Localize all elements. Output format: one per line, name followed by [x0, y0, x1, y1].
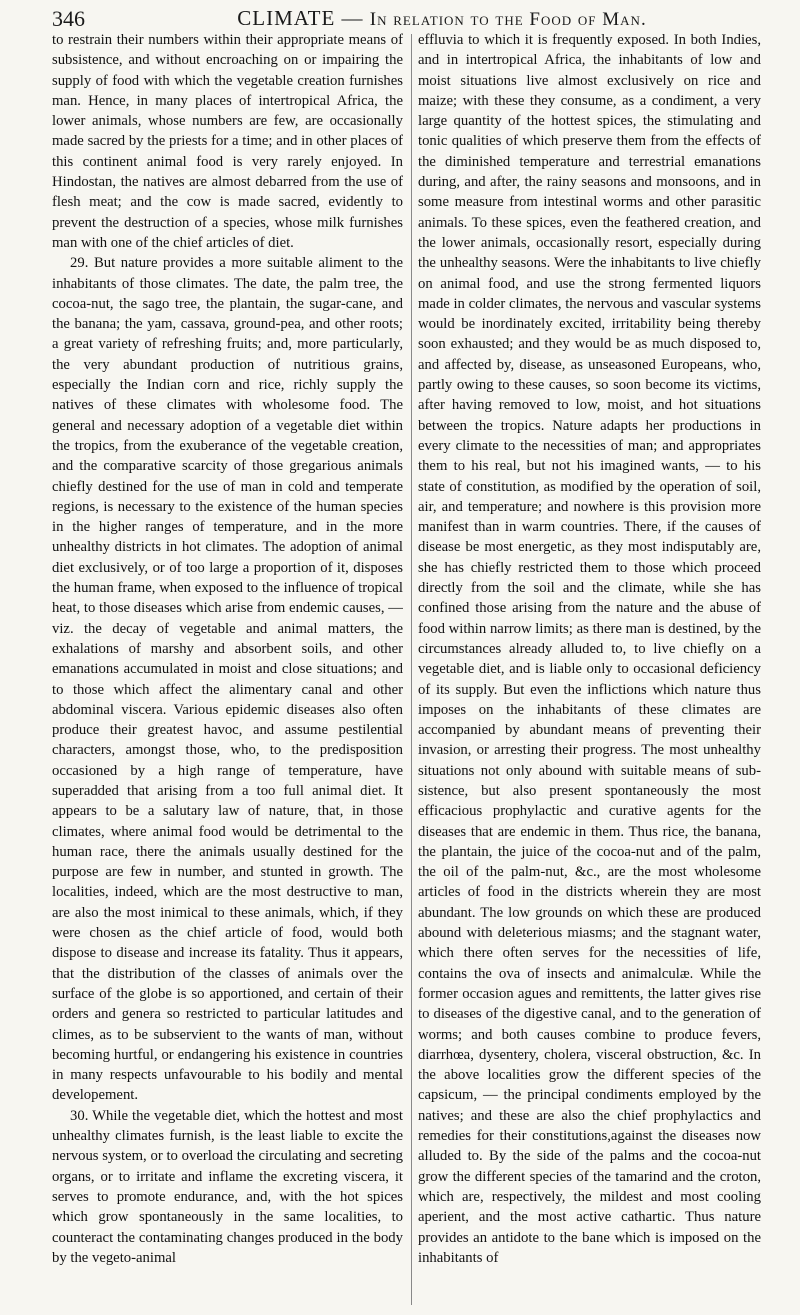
running-head	[124, 6, 760, 31]
running-head-subtitle: In relation to the Food of Man.	[369, 9, 647, 30]
left-column	[52, 30, 403, 1305]
paragraph: to restrain their numbers within their appropriate means of subsistence, and without encroaching on or impairing the supply of food with which the vegetable creation furnishes man. Hence, in many places of intertropical Africa, the lower animals, whose numbers are few, are occasionally made sacred by the priests for a time; and in other places of this continent animal food is very rarely enjoyed. In Hindostan, the natives are almost debarred from the use of flesh meat; and the cow is made sacred, evidently to prevent the destruction of a species, whose milk furnishes man with one of the chief articles of diet.	[52, 32, 403, 251]
running-head-main: CLIMATE —	[237, 6, 370, 30]
page-number: 346	[52, 6, 85, 31]
paragraph: 29. But nature provides a more suitable aliment to the inhabitants of those climates. The date, the palm tree, the cocoa-nut, the sago tree, the plantain, the sugar-cane, and the banana; the yam, cassava, ground-pea, and other roots; a great variety of refreshing fruits; and, more particularly, the very abundant production of nutritious grains, especially the Indian corn and rice, richly supply the natives of these climates with wholesome food. The general and necessary adoption of a vegetable diet within the tropics, from the exuberance of the vegetable creation, and the comparative scarcity of those gregarious animals chiefly destined for the use of man in cold and temperate regions, is necessary to the existence of the human species in the higher ranges of temperature, and in the more unhealthy districts in hot climates. The adoption of animal diet exclusively, or of too large a proportion of it, disposes the human frame, when exposed to the influence of tropical heat, to those diseases which arise from endemic causes, — viz. the decay of vegetable and animal matters, the exhalations of marshy and absorbent soils, and other emanations accumulated in moist and close situations; and to those which affect the alimentary canal and other abdominal viscera. Various epidemic diseases also often produce their greatest havoc, and assume pestilential characters, amongst those, who, to the predisposition occasioned by a high range of temperature, have superadded that arising from a too full animal diet. It appears to be a salutary law of nature, that, in those climates, where animal food would be detrimental to the human race, there the animals usually destined for the purpose are few in number, and stunted in growth. The localities, indeed, which are the most destructive to man, are also the most inimical to these animals, which, if they were chosen as the chief article of food, would both dispose to disease and increase its fatality. Thus it appears, that the distribution of the classes of animals over the surface of the globe is so apportioned, and certain of their orders and genera so restricted to particular latitudes and climes, as to be subservient to the wants of man, without becoming hurtful, or endangering his existence in countries in many respects unfavourable to his bodily and mental developement.	[52, 255, 403, 1104]
right-column	[418, 30, 761, 1305]
paragraph: 30. While the vegetable diet, which the hottest and most unhealthy climates furnish, is the least liable to excite the nervous system, or to overload the circulating and secreting organs, or to irritate and inflame the excreting viscera, it serves to promote endurance, and, with the hot spices which grow spontaneously in the same localities, to counteract the contaminating changes produced in the body by the vegeto-animal	[52, 1107, 403, 1266]
text-columns	[52, 30, 760, 1305]
paragraph: effluvia to which it is frequently exposed. In both Indies, and in intertropical Africa, the inhabitants of low and moist situations live almost exclusively on rice and maize; with these they consume, as a condiment, a very large quantity of the hottest spices, the stimulating and tonic qualities of which preserve them from the effects of the diminished temperature and terrestrial emanations during, and after, the rainy seasons and monsoons, and in some measure from intestinal worms and other parasitic animals. To these spices, even the feathered creation, and the lower animals, occasionally resort, especially during the unhealthy seasons. Were the inhabitants to live chiefly on animal food, and use the strong fermented liquors made in colder climates, the nervous and vascular systems would be inordinately excited, irritability being thereby soon exhausted; and they would be as much disposed to, and affected by, disease, as unseasoned Europeans, who, partly owing to these causes, so soon become its victims, after having removed to low, moist, and hot situations between the tropics. Nature adapts her productions in every climate to the necessities of man; and appropriates them to his real, but not his imagined wants, — to his state of constitution, as modified by the operation of soil, air, and temperature; and nowhere is this provision more manifest than in warm countries. There, if the causes of disease be most energetic, as they most indisputably are, she has chiefly restricted them to those which proceed directly from the soil and the climate, while she has confined those arising from the nature and the abuse of food within narrow limits; as there man is destined, by the circumstances already alluded to, to live chiefly on a vegetable diet, and is liable only to occasional deficiency of its supply. But even the inflictions which nature thus imposes on the inhabitants of these climates are accompanied by abundant means of preventing their invasion, or arresting their progress. The most unhealthy situations not only abound with suitable means of sub-sistence, but also present spontaneously the most efficacious prophylactic and curative agents for the diseases that are endemic in them. Thus rice, the banana, the plantain, the juice of the cocoa-nut and of the palm, the oil of the palm-nut, &c., are the most wholesome articles of food in the districts wherein they are most abundant. The low grounds on which these are produced abound with deleterious miasms; and the stagnant water, which there often serves for the necessities of life, contains the ova of insects and animalculæ. While the former occasion agues and remittents, the latter gives rise to diseases of the digestive canal, and to the generation of worms; and both causes combine to produce fevers, diarrhœa, dysentery, cholera, visceral obstruction, &c. In the above localities grow the different species of the capsicum, — the principal condiments employed by the natives; and these are also the chief prophylactics and remedies for their constitutions,against the diseases now alluded to. By the side of the palms and the cocoa-nut grow the different species of the tamarind and the croton, which are, respectively, the mildest and most cooling aperient, and the most active cathartic. Thus nature provides an antidote to the bane which is imposed on the inhabitants of	[418, 32, 761, 1266]
